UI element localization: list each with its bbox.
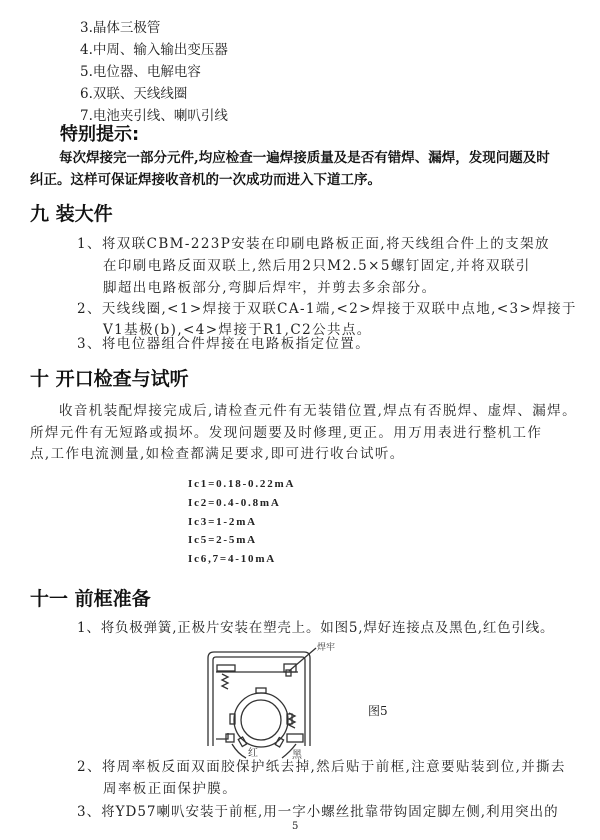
negative-spring-plate [217, 665, 235, 671]
current-spec: Ic1=0.18-0.22mA [188, 478, 296, 490]
black-label: 黑 [292, 750, 302, 760]
figure-5-diagram [200, 640, 340, 760]
paragraph-line: 周率板正面保护膜。 [103, 781, 238, 797]
section-heading: 九 装大件 [30, 203, 113, 225]
paragraph-line: 2、天线线圈,<1>焊接于双联CA-1端,<2>焊接于双联中点地,<3>焊接于 [77, 301, 577, 317]
list-item: 5.电位器、电解电容 [80, 64, 201, 80]
current-spec: Ic3=1-2mA [188, 516, 257, 528]
section-heading: 十一 前框准备 [30, 588, 151, 610]
paragraph-line: 收音机装配焊接完成后,请检查元件有无装错位置,焊点有否脱焊、虚焊、漏焊。 [59, 403, 577, 419]
spring-icon [222, 674, 228, 689]
paragraph-line: 3、将YD57喇叭安装于前框,用一字小螺丝批靠带钩固定脚左侧,利用突出的 [77, 804, 559, 820]
speaker-ring [234, 693, 288, 747]
list-item: 7.电池夹引线、喇叭引线 [80, 108, 228, 124]
paragraph-line: 3、将电位器组合件焊接在电路板指定位置。 [77, 336, 371, 352]
current-spec: Ic6,7=4-10mA [188, 553, 277, 565]
paragraph-line: V1基极(b),<4>焊接于R1,C2公共点。 [103, 322, 372, 338]
list-item: 6.双联、天线线圈 [80, 86, 188, 102]
current-spec: Ic5=2-5mA [188, 534, 257, 546]
page-number: 5 [292, 821, 299, 832]
current-spec: Ic2=0.4-0.8mA [188, 497, 281, 509]
tip-heading: 特别提示: [60, 124, 140, 145]
tip-text: 纠正。这样可保证焊接收音机的一次成功而进入下道工序。 [30, 172, 381, 188]
list-item: 3.晶体三极管 [80, 20, 161, 36]
paragraph-line: 在印刷电路反面双联上,然后用2只M2.5×5螺钉固定,并将双联引 [103, 258, 531, 274]
paragraph-line: 1、将双联CBM-223P安装在印刷电路板正面,将天线组合件上的支架放 [77, 236, 550, 252]
list-item: 4.中周、输入输出变压器 [80, 42, 228, 58]
figure-caption: 图5 [368, 704, 388, 718]
paragraph-line: 所焊元件有无短路或损坏。发现问题要及时修理,更正。用万用表进行整机工作 [30, 425, 543, 441]
solder-label: 焊牢 [317, 643, 336, 653]
section-heading: 十 开口检查与试听 [30, 368, 189, 390]
paragraph-line: 脚超出电路板部分,弯脚后焊牢，并剪去多余部分。 [103, 280, 437, 296]
red-label: 红 [248, 748, 258, 759]
paragraph-line: 1、将负极弹簧,正极片安装在塑壳上。如图5,焊好连接点及黑色,红色引线。 [77, 620, 555, 636]
paragraph-line: 点,工作电流测量,如检查都满足要求,即可进行收台试听。 [30, 446, 405, 462]
paragraph-line: 2、将周率板反面双面胶保护纸去掉,然后贴于前框,注意要贴装到位,并撕去 [77, 759, 566, 775]
tip-text: 每次焊接完一部分元件,均应检查一遍焊接质量及是否有错焊、漏焊，发现问题及时 [59, 150, 550, 166]
